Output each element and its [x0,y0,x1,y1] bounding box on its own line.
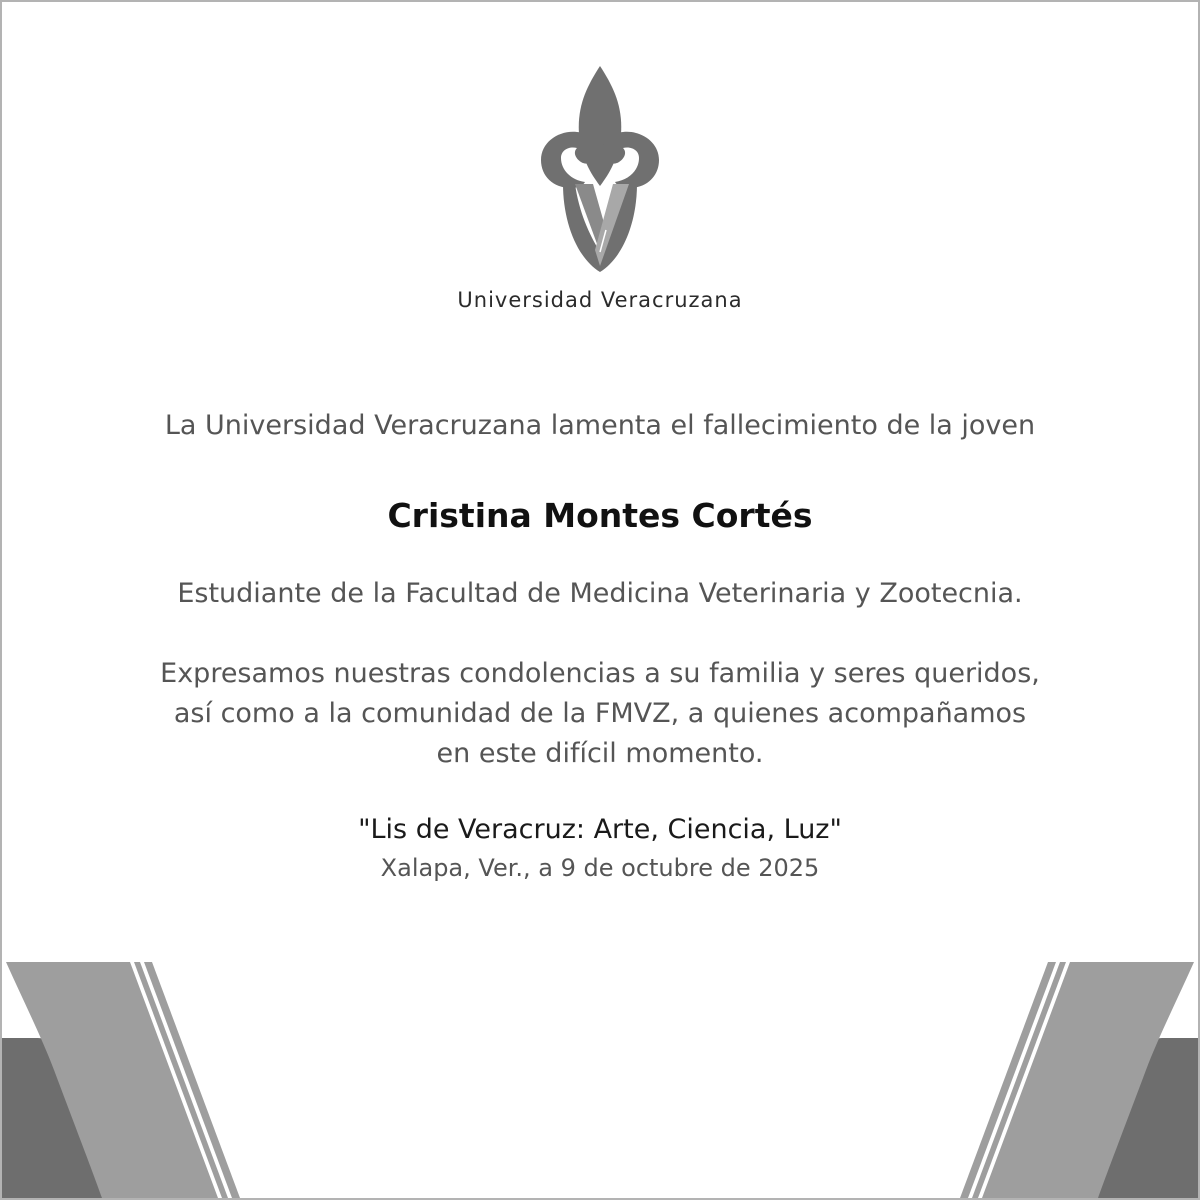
role-text: Estudiante de la Facultad de Medicina Veterinaria y Zootecnia. [177,578,1023,609]
intro-text: La Universidad Veracruzana lamenta el fallecimiento de la joven [164,410,1036,441]
deceased-name: Cristina Montes Cortés [387,496,813,535]
notice-body [2,406,1198,886]
condolence-line-3: en este difícil momento. [436,738,764,769]
condolence-paragraph [2,654,1198,774]
lis-veracruz-logo-icon [515,62,685,276]
motto-text: "Lis de Veracruz: Arte, Ciencia, Luz" [358,814,842,845]
decorative-ribbons [2,958,1198,1198]
condolence-line-2: así como a la comunidad de la FMVZ, a quienes acompañamos [173,698,1027,729]
condolence-line-1: Expresamos nuestras condolencias a su familia y seres queridos, [160,658,1040,689]
header [2,62,1198,312]
university-name: Universidad Veracruzana [457,288,743,312]
place-date-text: Xalapa, Ver., a 9 de octubre de 2025 [380,854,820,882]
